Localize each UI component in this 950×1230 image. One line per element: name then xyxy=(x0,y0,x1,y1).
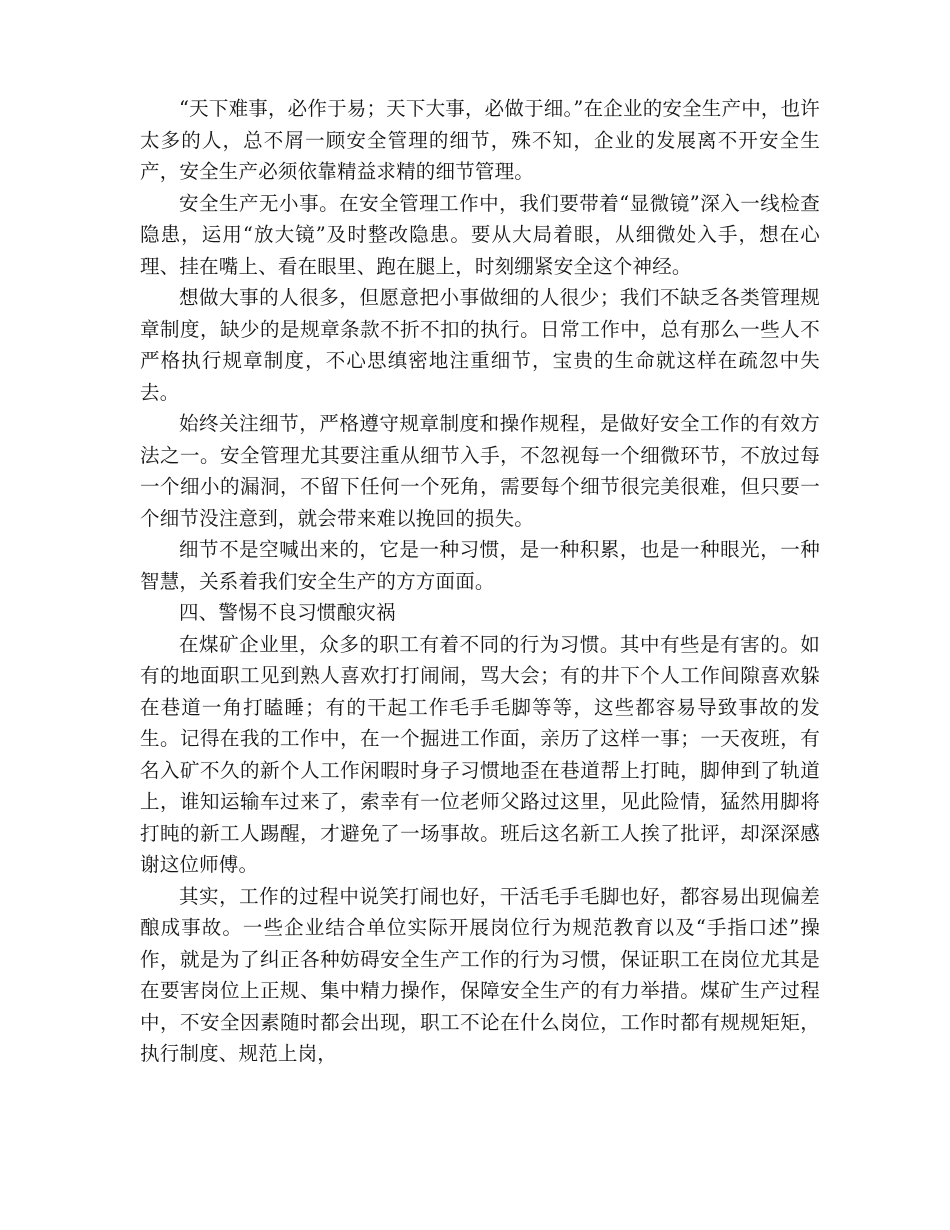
paragraph-6: 在煤矿企业里，众多的职工有着不同的行为习惯。其中有些是有害的。如有的地面职工见到熟人喜欢打打闹闹，骂大会；有的井下个人工作间隙喜欢躲在巷道一角打瞌睡；有的干起工作毛手毛脚等等，这些都容易导致事故的发生。记得在我的工作中，在一个掘进工作面，亲历了这样一事；一天夜班，有名入矿不久的新个人工作闲暇时身子习惯地歪在巷道帮上打盹，脚伸到了轨道上，谁知运输车过来了，索幸有一位老师父路过这里，见此险情，猛然用脚将打盹的新工人踢醒，才避免了一场事故。班后这名新工人挨了批评，却深深感谢这位师傅。 xyxy=(140,632,820,876)
paragraph-7: 其实，工作的过程中说笑打闹也好，干活毛手毛脚也好，都容易出现偏差酿成事故。一些企业结合单位实际开展岗位行为规范教育以及“手指口述”操作，就是为了纠正各种妨碍安全生产工作的行为习惯，保证职工在岗位尤其是在要害岗位上正规、集中精力操作，保障安全生产的有力举措。煤矿生产过程中，不安全因素随时都会出现，职工不论在什么岗位，工作时都有规规矩矩，执行制度、规范上岗， xyxy=(140,884,820,1065)
paragraph-1: “天下难事，必作于易；天下大事，必做于细。”在企业的安全生产中，也许太多的人，总不屑一顾安全管理的细节，殊不知，企业的发展离不开安全生产，安全生产必须依靠精益求精的细节管理。 xyxy=(140,97,820,183)
paragraph-3: 想做大事的人很多，但愿意把小事做细的人很少；我们不缺乏各类管理规章制度，缺少的是规章条款不折不扣的执行。日常工作中，总有那么一些人不严格执行规章制度，不心思缜密地注重细节，宝贵的生命就这样在疏忽中失去。 xyxy=(140,286,820,404)
document-body xyxy=(140,93,820,1070)
paragraph-4: 始终关注细节，严格遵守规章制度和操作规程，是做好安全工作的有效方法之一。安全管理尤其要注重从细节入手，不忽视每一个细微环节，不放过每一个细小的漏洞，不留下任何一个死角，需要每个细节很完美很难，但只要一个细节没注意到，就会带来难以挽回的损失。 xyxy=(140,412,820,530)
section-heading: 四、警惕不良习惯酿灾祸 xyxy=(179,601,396,624)
paragraph-5: 细节不是空喊出来的，它是一种习惯，是一种积累，也是一种眼光，一种智慧，关系着我们安全生产的方方面面。 xyxy=(140,538,820,593)
paragraph-2: 安全生产无小事。在安全管理工作中，我们要带着“显微镜”深入一线检查隐患，运用“放大镜”及时整改隐患。要从大局着眼，从细微处入手，想在心理、挂在嘴上、看在眼里、跑在腿上，时刻绷紧安全这个神经。 xyxy=(140,191,820,278)
